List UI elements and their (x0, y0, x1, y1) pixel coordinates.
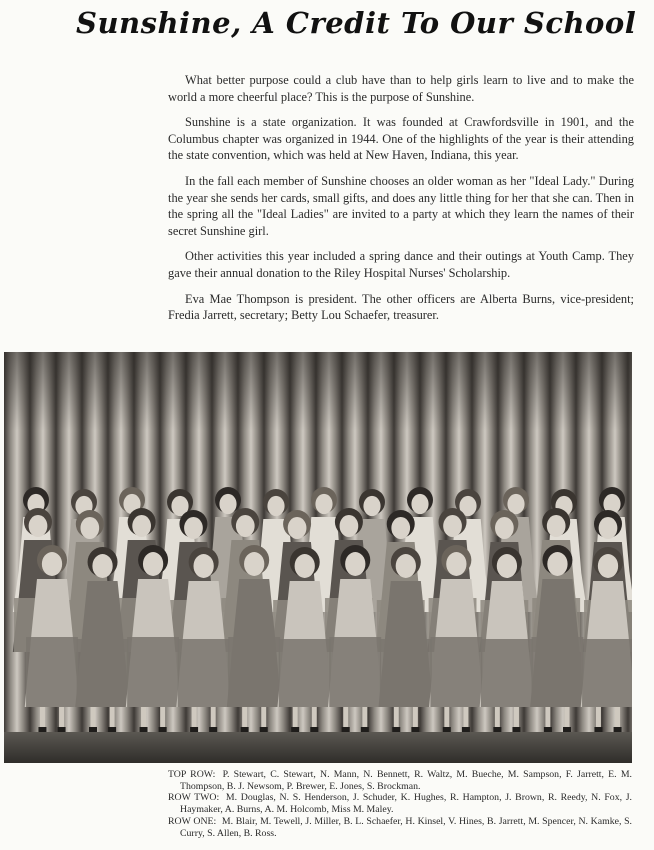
member-leg (444, 707, 449, 729)
member-face (132, 515, 151, 537)
member-leg (514, 707, 519, 729)
member-shoe (493, 727, 501, 732)
member-face (193, 554, 213, 578)
member-skirt (178, 639, 230, 707)
member-shoe (209, 727, 217, 732)
member-leg (261, 707, 266, 729)
member-leg (615, 707, 620, 729)
member-leg (495, 707, 500, 729)
member-leg (110, 707, 115, 729)
member-shoe (342, 727, 350, 732)
member-leg (211, 707, 216, 729)
member-skirt (127, 637, 179, 707)
member-face (340, 515, 359, 537)
paragraph-officers: Eva Mae Thompson is president. The other officers are Alberta Burns, vice-president; Fredia Jarrett, secretary; Betty Lou Schaefer, treasurer. (168, 291, 634, 323)
member-shoe (512, 727, 520, 732)
member-shoe (291, 727, 299, 732)
paragraph-activities: Other activities this year included a spring dance and their outings at Youth Camp. They gave their annual donation to the Riley Hospital Nurses' Scholarship. (168, 249, 634, 280)
member-shoe (140, 727, 148, 732)
member-shoe (310, 727, 318, 732)
member-skirt (279, 639, 331, 707)
caption-top-row-label: TOP ROW: (168, 769, 216, 780)
photo-caption (168, 769, 632, 839)
member-leg (59, 707, 64, 729)
member-shoe (544, 727, 552, 732)
member-skirt (329, 637, 381, 707)
member-leg (362, 707, 367, 729)
member-face (345, 552, 365, 576)
member-face (295, 554, 315, 578)
paragraph-purpose: What better purpose could a club have than to help girls learn to live and to make the world a more cheerful place? This is the purpose of Sunshine. (168, 73, 634, 104)
member-shoe (443, 727, 451, 732)
member-shoe (260, 727, 268, 732)
member-skirt (582, 639, 632, 707)
member-leg (90, 707, 95, 729)
member-shoe (38, 727, 46, 732)
member-face (219, 494, 236, 514)
member-leg (596, 707, 601, 729)
member-shoe (411, 727, 419, 732)
member-leg (160, 707, 165, 729)
caption-row-two-names: M. Douglas, N. S. Henderson, J. Schuder, K. Hughes, R. Hampton, J. Brown, R. Reedy, N. Fox, J. Haymaker, A. Burns, A. M. Holcomb, Miss M. Maley. (180, 792, 632, 816)
member-leg (343, 707, 348, 729)
member-face (315, 494, 332, 514)
paragraph-history: Sunshine is a state organization. It was founded at Crawfordsville in 1901, and the Columbus chapter was organized in 1944. One of the highlights of the year is their attending the state convention, which was held at New Haven, Indiana, this year. (168, 115, 634, 163)
member-skirt (481, 639, 533, 707)
member-shoe (392, 727, 400, 732)
member-face (547, 552, 567, 576)
member-face (184, 517, 203, 539)
member-skirt (228, 637, 280, 707)
member-leg (394, 707, 399, 729)
member-face (29, 515, 48, 537)
member-skirt (77, 639, 129, 707)
member-shoe (89, 727, 97, 732)
member-leg (565, 707, 570, 729)
caption-top-row-names: P. Stewart, C. Stewart, N. Mann, N. Bennett, R. Waltz, M. Bueche, M. Sampson, F. Jarrett, E. M. Thompson, B. J. Newsom, P. Brewer, E. Jones, S. Brockman. (180, 769, 632, 792)
group-photo (4, 352, 632, 763)
member-leg (463, 707, 468, 729)
member-face (411, 494, 428, 514)
stage-floor (4, 732, 632, 763)
caption-row-one-label: ROW ONE: (168, 815, 217, 827)
member-leg (242, 707, 247, 729)
article-body (168, 72, 634, 333)
member-skirt (532, 637, 584, 707)
member-skirt (26, 637, 78, 707)
member-face (363, 496, 380, 516)
member-shoe (614, 727, 622, 732)
member-skirt (380, 639, 432, 707)
member-face (507, 494, 524, 514)
page-title: Sunshine, A Credit To Our School (76, 6, 637, 40)
member-face (599, 517, 618, 539)
member-shoe (159, 727, 167, 732)
member-leg (413, 707, 418, 729)
member-face (497, 554, 517, 578)
member-face (288, 517, 307, 539)
member-face (446, 552, 466, 576)
member-shoe (563, 727, 571, 732)
member-shoe (58, 727, 66, 732)
caption-row-two-label: ROW TWO: (168, 792, 220, 804)
member-shoe (241, 727, 249, 732)
member-shoe (462, 727, 470, 732)
member-face (143, 552, 163, 576)
member-skirt (430, 637, 482, 707)
member-face (236, 515, 255, 537)
member-shoe (361, 727, 369, 732)
member-face (267, 496, 284, 516)
member-leg (141, 707, 146, 729)
member-leg (312, 707, 317, 729)
member-face (443, 515, 462, 537)
member-face (391, 517, 410, 539)
member-face (598, 554, 618, 578)
member-shoe (108, 727, 116, 732)
member-face (92, 554, 112, 578)
member-shoe (594, 727, 602, 732)
member-leg (293, 707, 298, 729)
member-shoe (190, 727, 198, 732)
member-leg (40, 707, 45, 729)
caption-row-one (168, 816, 632, 839)
member-face (244, 552, 264, 576)
paragraph-ideal-lady: In the fall each member of Sunshine chooses an older woman as her "Ideal Lady." During the year she sends her cards, small gifts, and does any little thing for her that she can. Then in the spring all the "Ideal Ladies" are invited to a party at which they learn the names of their secret Sunshine girl. (168, 173, 634, 238)
caption-row-one-names: M. Blair, M. Tewell, J. Miller, B. L. Schaefer, H. Kinsel, V. Hines, B. Jarrett, M. Spencer, N. Kamke, S. Curry, S. Allen, B. Ross. (180, 815, 632, 839)
member-leg (545, 707, 550, 729)
member-face (396, 554, 416, 578)
member-leg (192, 707, 197, 729)
member-face (42, 552, 62, 576)
member-face (80, 517, 99, 539)
caption-top-row (168, 769, 632, 792)
caption-row-two (168, 792, 632, 815)
member-face (547, 515, 566, 537)
member-face (495, 517, 514, 539)
